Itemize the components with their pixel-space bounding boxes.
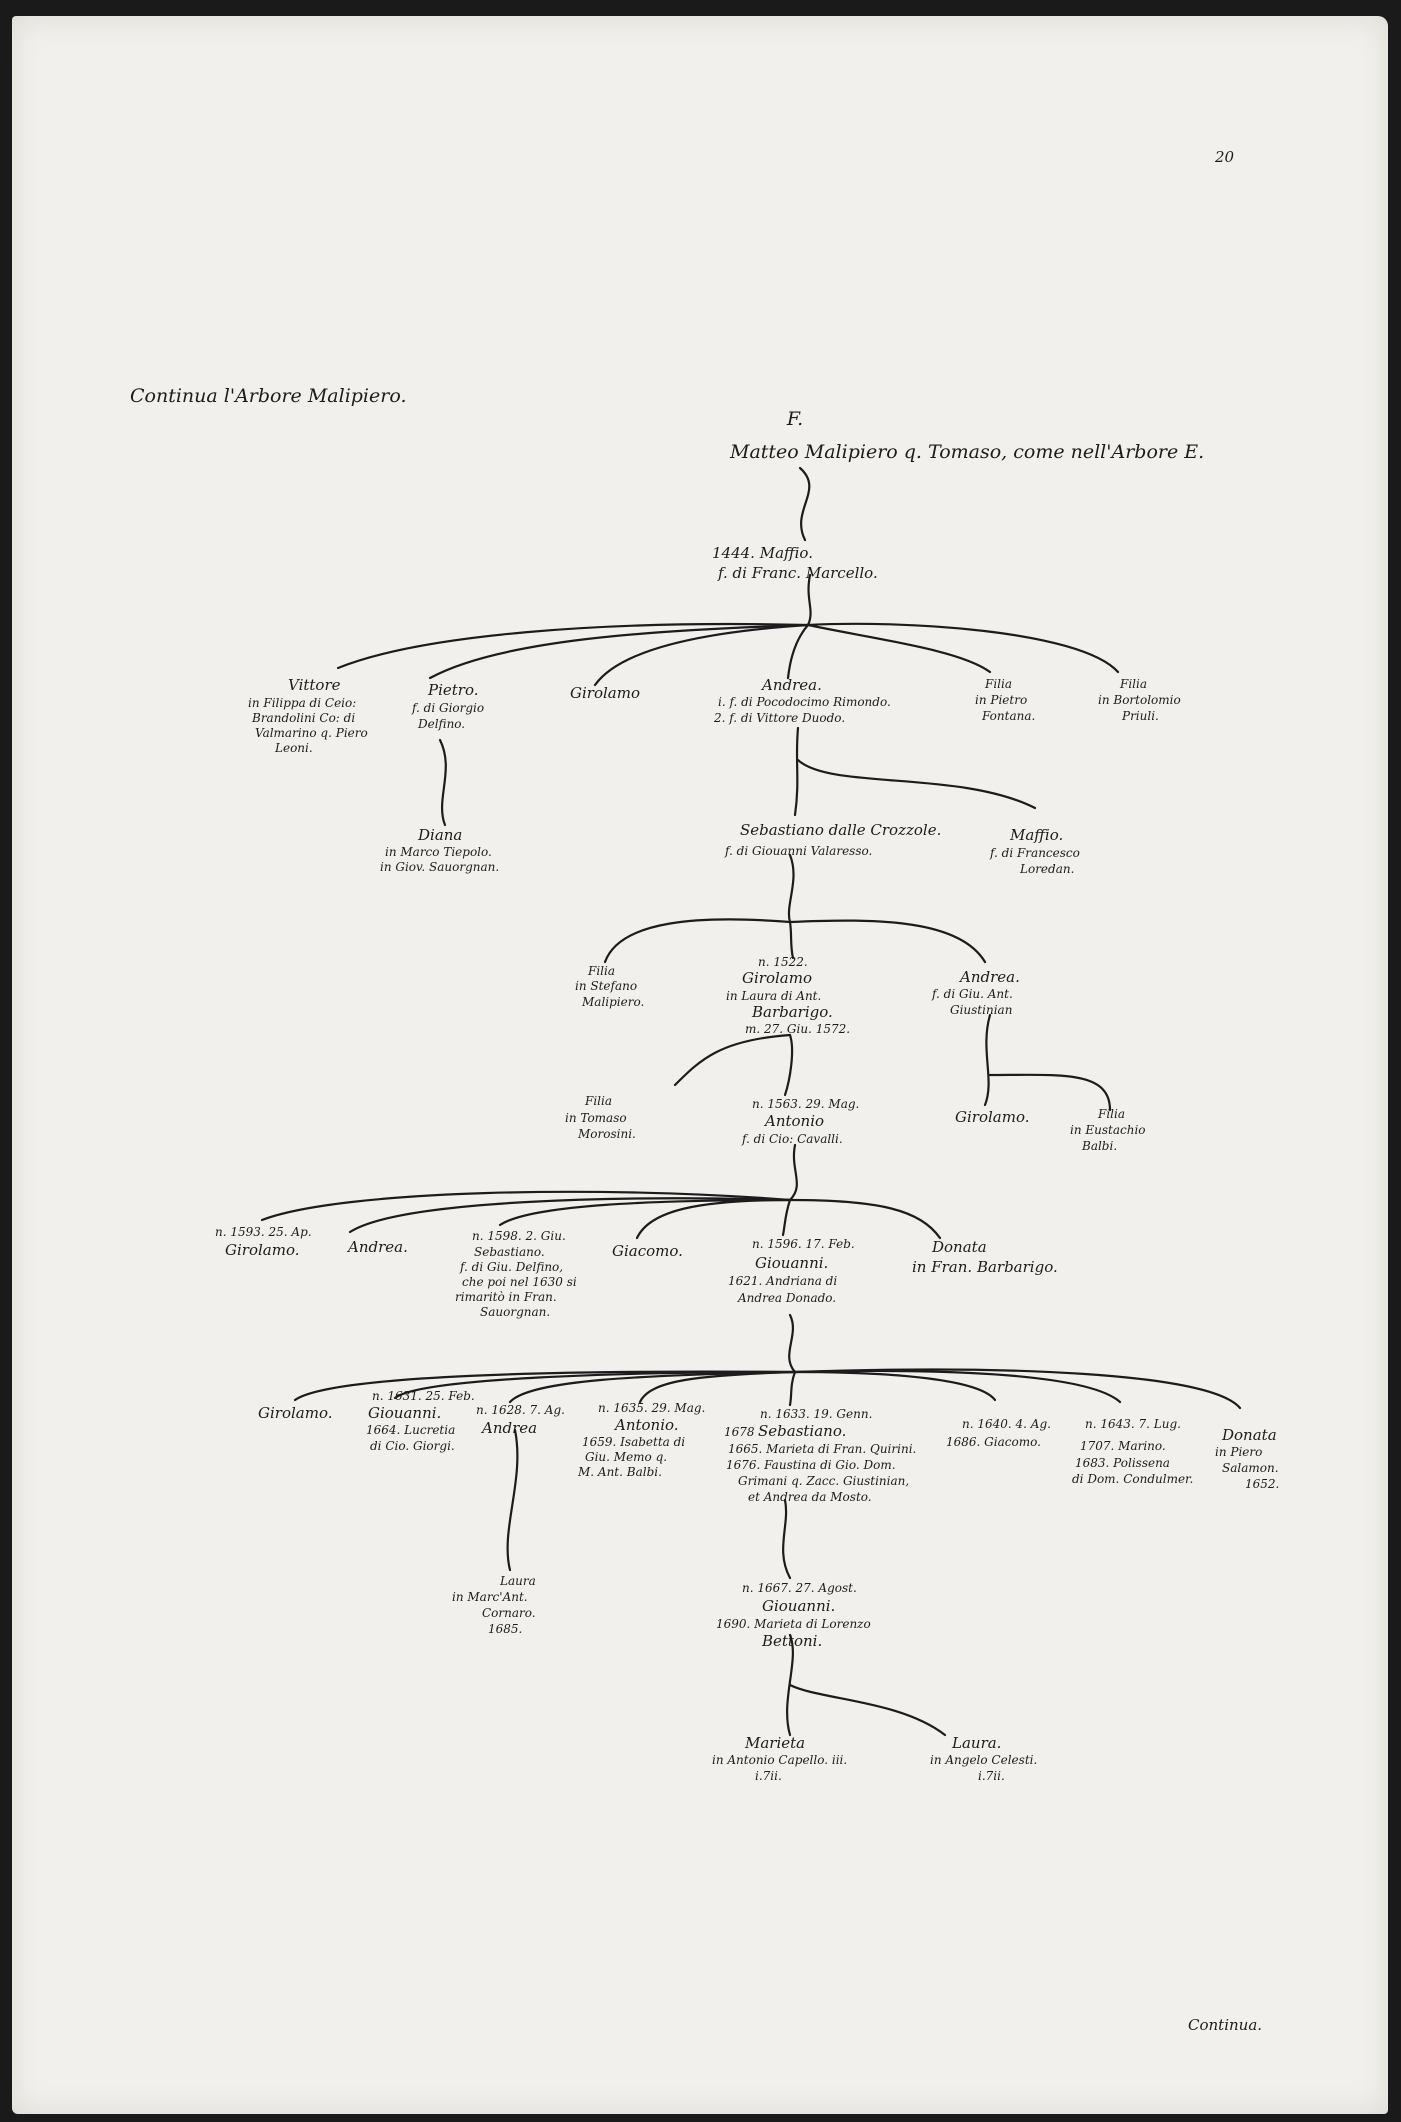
connector-andrea-maffio xyxy=(798,760,1035,808)
svg-text:Girolamo.: Girolamo. xyxy=(955,1108,1030,1126)
svg-text:Giustinian: Giustinian xyxy=(950,1003,1013,1017)
svg-text:1707. Marino.: 1707. Marino. xyxy=(1080,1439,1166,1453)
node-girolamo-gen2 xyxy=(570,684,640,702)
svg-text:n. 1667. 27. Agost.: n. 1667. 27. Agost. xyxy=(742,1581,857,1595)
connector-andrea-children xyxy=(795,728,798,815)
svg-text:n. 1522.: n. 1522. xyxy=(758,955,808,969)
svg-text:M. Ant. Balbi.: M. Ant. Balbi. xyxy=(578,1465,662,1479)
svg-text:f. di Giu. Ant.: f. di Giu. Ant. xyxy=(932,987,1013,1001)
connector-gen7-marino xyxy=(795,1371,1120,1402)
connector-seb-giovanni xyxy=(783,1500,790,1578)
svg-text:et Andrea da Mosto.: et Andrea da Mosto. xyxy=(748,1490,872,1504)
connector-gir-antonio xyxy=(785,1035,792,1095)
svg-text:Filia: Filia xyxy=(1120,677,1147,691)
node-andrea-giustinian xyxy=(931,968,1020,1017)
node-marino-1643 xyxy=(1072,1417,1193,1486)
svg-text:Filia: Filia xyxy=(985,677,1012,691)
node-antonio-1635 xyxy=(577,1401,705,1479)
node-girolamo-gen5 xyxy=(955,1108,1029,1126)
svg-text:f. di Giorgio: f. di Giorgio xyxy=(412,701,485,715)
svg-text:in Marc'Ant.: in Marc'Ant. xyxy=(452,1590,528,1604)
connector-gen4-andrea xyxy=(790,921,985,962)
connector-gen6-giovanni xyxy=(783,1200,790,1235)
svg-text:Girolamo.: Girolamo. xyxy=(225,1241,300,1259)
svg-text:Giouanni.: Giouanni. xyxy=(368,1404,442,1422)
svg-text:Vittore: Vittore xyxy=(288,676,341,694)
svg-text:1686. Giacomo.: 1686. Giacomo. xyxy=(946,1435,1041,1449)
node-vittore xyxy=(248,676,368,755)
svg-text:Giouanni.: Giouanni. xyxy=(755,1254,829,1272)
svg-text:Andrea Donado.: Andrea Donado. xyxy=(738,1291,837,1305)
svg-text:Giouanni.: Giouanni. xyxy=(762,1597,836,1615)
svg-text:Sebastiano dalle Crozzole.: Sebastiano dalle Crozzole. xyxy=(740,821,942,839)
node-giovanni-1596 xyxy=(728,1237,855,1305)
svg-text:m. 27. Giu. 1572.: m. 27. Giu. 1572. xyxy=(745,1022,851,1036)
node-pietro xyxy=(411,681,484,731)
svg-text:in Filippa di Ceio:: in Filippa di Ceio: xyxy=(248,696,357,710)
svg-text:Maffio.: Maffio. xyxy=(1010,826,1064,844)
svg-text:Balbi.: Balbi. xyxy=(1082,1139,1118,1153)
svg-text:1665. Marieta di Fran. Quirini: 1665. Marieta di Fran. Quirini. xyxy=(728,1442,917,1456)
svg-text:1685.: 1685. xyxy=(488,1622,523,1636)
node-laura-cornaro xyxy=(452,1574,536,1636)
svg-text:Andrea.: Andrea. xyxy=(762,676,822,694)
connector-andrea-laura xyxy=(508,1430,518,1570)
svg-text:in Marco Tiepolo.: in Marco Tiepolo. xyxy=(385,845,492,859)
node-girolamo-1522 xyxy=(726,955,850,1036)
svg-text:Girolamo.: Girolamo. xyxy=(258,1404,333,1422)
node-andrea-gen6 xyxy=(346,1238,408,1256)
svg-text:in Pietro: in Pietro xyxy=(975,693,1028,707)
node-andrea-1628 xyxy=(476,1403,565,1437)
connector-giovanni2-laura xyxy=(790,1685,945,1735)
svg-text:Delfino.: Delfino. xyxy=(418,717,466,731)
svg-text:Morosini.: Morosini. xyxy=(578,1127,636,1141)
node-donata-barbarigo xyxy=(912,1238,1058,1276)
svg-text:Grimani q. Zacc. Giustinian,: Grimani q. Zacc. Giustinian, xyxy=(738,1474,910,1488)
svg-text:n. 1640. 4. Ag.: n. 1640. 4. Ag. xyxy=(962,1417,1051,1431)
svg-text:Sebastiano.: Sebastiano. xyxy=(758,1422,847,1440)
svg-text:Laura: Laura xyxy=(500,1574,536,1588)
svg-text:Priuli.: Priuli. xyxy=(1122,709,1159,723)
svg-text:in Antonio Capello. iii.: in Antonio Capello. iii. xyxy=(712,1753,848,1767)
svg-text:n. 1635. 29. Mag.: n. 1635. 29. Mag. xyxy=(598,1401,706,1415)
svg-text:in Piero: in Piero xyxy=(1215,1445,1263,1459)
svg-text:1659. Isabetta di: 1659. Isabetta di xyxy=(582,1435,686,1449)
svg-text:2. f. di Vittore Duodo.: 2. f. di Vittore Duodo. xyxy=(714,711,846,725)
svg-text:che poi nel 1630 si: che poi nel 1630 si xyxy=(462,1275,577,1289)
svg-text:Filia: Filia xyxy=(588,964,615,978)
svg-text:n. 1563. 29. Mag.: n. 1563. 29. Mag. xyxy=(752,1097,860,1111)
node-figlia-stefano-malipiero xyxy=(575,964,644,1009)
svg-text:in Eustachio: in Eustachio xyxy=(1070,1123,1146,1137)
connector-gen7-giacomo xyxy=(795,1372,995,1400)
page-number: 20 xyxy=(1215,148,1235,166)
svg-text:1676. Faustina di Gio. Dom.: 1676. Faustina di Gio. Dom. xyxy=(726,1458,896,1472)
node-giovanni-1667 xyxy=(716,1581,871,1650)
page-heading: Continua l'Arbore Malipiero. xyxy=(130,385,407,407)
svg-text:Salamon.: Salamon. xyxy=(1222,1461,1279,1475)
node-girolamo-gen7 xyxy=(258,1404,332,1422)
connector-gen1-hub xyxy=(808,575,811,625)
node-figlia-tomaso-morosini xyxy=(565,1094,636,1141)
svg-text:1652.: 1652. xyxy=(1245,1477,1280,1491)
svg-text:1690. Marieta di Lorenzo: 1690. Marieta di Lorenzo xyxy=(716,1617,871,1631)
svg-text:n. 1593. 25. Ap.: n. 1593. 25. Ap. xyxy=(215,1225,312,1239)
connector-gen2-figlia1 xyxy=(808,625,990,672)
connector-andrea2-figlia xyxy=(990,1075,1110,1110)
svg-text:f. di Giu. Delfino,: f. di Giu. Delfino, xyxy=(460,1260,564,1274)
connector-gen6-sebastiano xyxy=(500,1200,790,1225)
svg-text:n. 1628. 7. Ag.: n. 1628. 7. Ag. xyxy=(476,1403,565,1417)
node-figlia-pietro-fontana xyxy=(975,677,1035,723)
svg-text:Filia: Filia xyxy=(1098,1107,1125,1121)
svg-text:Sauorgnan.: Sauorgnan. xyxy=(480,1305,551,1319)
tree-connectors xyxy=(262,468,1240,1735)
svg-text:n. 1596. 17. Feb.: n. 1596. 17. Feb. xyxy=(752,1237,855,1251)
svg-text:in Stefano: in Stefano xyxy=(575,979,638,993)
svg-text:Giacomo.: Giacomo. xyxy=(612,1242,683,1260)
svg-text:Pietro.: Pietro. xyxy=(428,681,479,699)
connector-gen2-andrea xyxy=(788,625,808,678)
svg-text:Antonio.: Antonio. xyxy=(615,1416,679,1434)
connector-pietro-diana xyxy=(440,740,446,825)
connector-gen7-sebastiano xyxy=(790,1372,795,1405)
svg-text:f. di Giouanni Valaresso.: f. di Giouanni Valaresso. xyxy=(725,844,873,858)
svg-text:Sebastiano.: Sebastiano. xyxy=(474,1245,545,1259)
svg-text:Girolamo: Girolamo xyxy=(742,969,812,987)
svg-text:f. di Francesco: f. di Francesco xyxy=(990,846,1080,860)
svg-text:in Fran. Barbarigo.: in Fran. Barbarigo. xyxy=(912,1258,1058,1276)
connector-gen6-giacomo xyxy=(637,1200,790,1238)
connector-gen2-figlia2 xyxy=(808,624,1118,672)
svg-text:f. di Cio: Cavalli.: f. di Cio: Cavalli. xyxy=(742,1132,843,1146)
connector-gen2-pietro xyxy=(430,625,808,678)
svg-text:Barbarigo.: Barbarigo. xyxy=(752,1003,833,1021)
node-laura-celesti xyxy=(930,1734,1037,1783)
svg-text:Bettoni.: Bettoni. xyxy=(762,1632,823,1650)
node-giacomo-1640 xyxy=(946,1417,1051,1449)
svg-text:in Tomaso: in Tomaso xyxy=(565,1111,627,1125)
svg-text:i. f. di Pocodocimo Rimondo.: i. f. di Pocodocimo Rimondo. xyxy=(718,695,891,709)
node-figlia-bortolomio-priuli xyxy=(1098,677,1181,723)
svg-text:1678: 1678 xyxy=(724,1425,755,1439)
connector-giovanni-hub xyxy=(789,1315,795,1372)
node-antonio-1563 xyxy=(741,1097,859,1146)
svg-text:n. 1598. 2. Giu.: n. 1598. 2. Giu. xyxy=(472,1229,566,1243)
svg-text:Cornaro.: Cornaro. xyxy=(482,1606,536,1620)
svg-text:in Giov. Sauorgnan.: in Giov. Sauorgnan. xyxy=(380,860,500,874)
svg-text:Donata: Donata xyxy=(932,1238,987,1256)
svg-text:Fontana.: Fontana. xyxy=(982,709,1036,723)
root-line: Matteo Malipiero q. Tomaso, come nell'Arbore E. xyxy=(730,441,1205,463)
svg-text:1444. Maffio.: 1444. Maffio. xyxy=(712,544,813,562)
connector-gir-hub xyxy=(675,1035,790,1085)
svg-text:Andrea.: Andrea. xyxy=(960,968,1020,986)
svg-text:i.7ii.: i.7ii. xyxy=(978,1769,1005,1783)
svg-text:Girolamo: Girolamo xyxy=(570,684,640,702)
connector-gen4-girolamo xyxy=(790,922,793,958)
svg-text:f. di Franc. Marcello.: f. di Franc. Marcello. xyxy=(718,564,878,582)
svg-text:1621. Andriana di: 1621. Andriana di xyxy=(728,1274,838,1288)
node-sebastiano-crozzole xyxy=(724,821,941,858)
node-giacomo-gen6 xyxy=(612,1242,683,1260)
svg-text:1664. Lucretia: 1664. Lucretia xyxy=(366,1423,456,1437)
connector-gen6-donata xyxy=(790,1200,940,1238)
root-letter: F. xyxy=(786,408,804,430)
svg-text:Brandolini Co: di: Brandolini Co: di xyxy=(252,711,356,725)
svg-text:Filia: Filia xyxy=(585,1094,612,1108)
svg-text:in Angelo Celesti.: in Angelo Celesti. xyxy=(930,1753,1038,1767)
node-maffio-1444 xyxy=(712,544,878,582)
svg-text:Donata: Donata xyxy=(1222,1426,1277,1444)
svg-text:Andrea: Andrea xyxy=(482,1419,538,1437)
svg-text:in Bortolomio: in Bortolomio xyxy=(1098,693,1181,707)
node-figlia-eustachio-balbi xyxy=(1070,1107,1146,1153)
svg-text:Leoni.: Leoni. xyxy=(275,741,313,755)
svg-text:Laura.: Laura. xyxy=(952,1734,1002,1752)
svg-text:n. 1631. 25. Feb.: n. 1631. 25. Feb. xyxy=(372,1389,475,1403)
node-marieta-capello xyxy=(712,1734,847,1783)
connector-seb-hub xyxy=(789,855,794,922)
node-diana xyxy=(380,826,499,874)
svg-text:Antonio: Antonio xyxy=(765,1112,825,1130)
continua-footer: Continua. xyxy=(1188,2016,1263,2034)
connector-andrea2-girolamo xyxy=(985,1015,990,1105)
svg-text:rimaritò in Fran.: rimaritò in Fran. xyxy=(455,1290,557,1304)
svg-text:di Cio. Giorgi.: di Cio. Giorgi. xyxy=(370,1439,455,1453)
svg-text:in Laura di Ant.: in Laura di Ant. xyxy=(726,989,822,1003)
svg-text:1683. Polissena: 1683. Polissena xyxy=(1075,1456,1170,1470)
connector-root-gen1 xyxy=(800,468,809,540)
connector-antonio-hub xyxy=(790,1145,797,1200)
svg-text:n. 1633. 19. Genn.: n. 1633. 19. Genn. xyxy=(760,1407,873,1421)
node-maffio-gen3 xyxy=(989,826,1080,876)
svg-text:Diana: Diana xyxy=(418,826,463,844)
svg-text:Loredan.: Loredan. xyxy=(1020,862,1075,876)
svg-text:Marieta: Marieta xyxy=(745,1734,806,1752)
node-donata-salamon xyxy=(1215,1426,1279,1491)
svg-text:Valmarino q. Piero: Valmarino q. Piero xyxy=(255,726,368,740)
svg-text:n. 1643. 7. Lug.: n. 1643. 7. Lug. xyxy=(1085,1417,1181,1431)
svg-text:Andrea.: Andrea. xyxy=(348,1238,408,1256)
svg-text:Malipiero.: Malipiero. xyxy=(582,995,645,1009)
node-andrea-gen2 xyxy=(713,676,891,725)
svg-text:Giu. Memo q.: Giu. Memo q. xyxy=(585,1450,668,1464)
node-girolamo-1593 xyxy=(215,1225,312,1259)
node-sebastiano-1598 xyxy=(455,1229,577,1319)
node-giovanni-1631 xyxy=(366,1389,475,1453)
node-sebastiano-1633 xyxy=(724,1407,916,1504)
svg-text:i.7ii.: i.7ii. xyxy=(755,1769,782,1783)
svg-text:di Dom. Condulmer.: di Dom. Condulmer. xyxy=(1072,1472,1194,1486)
